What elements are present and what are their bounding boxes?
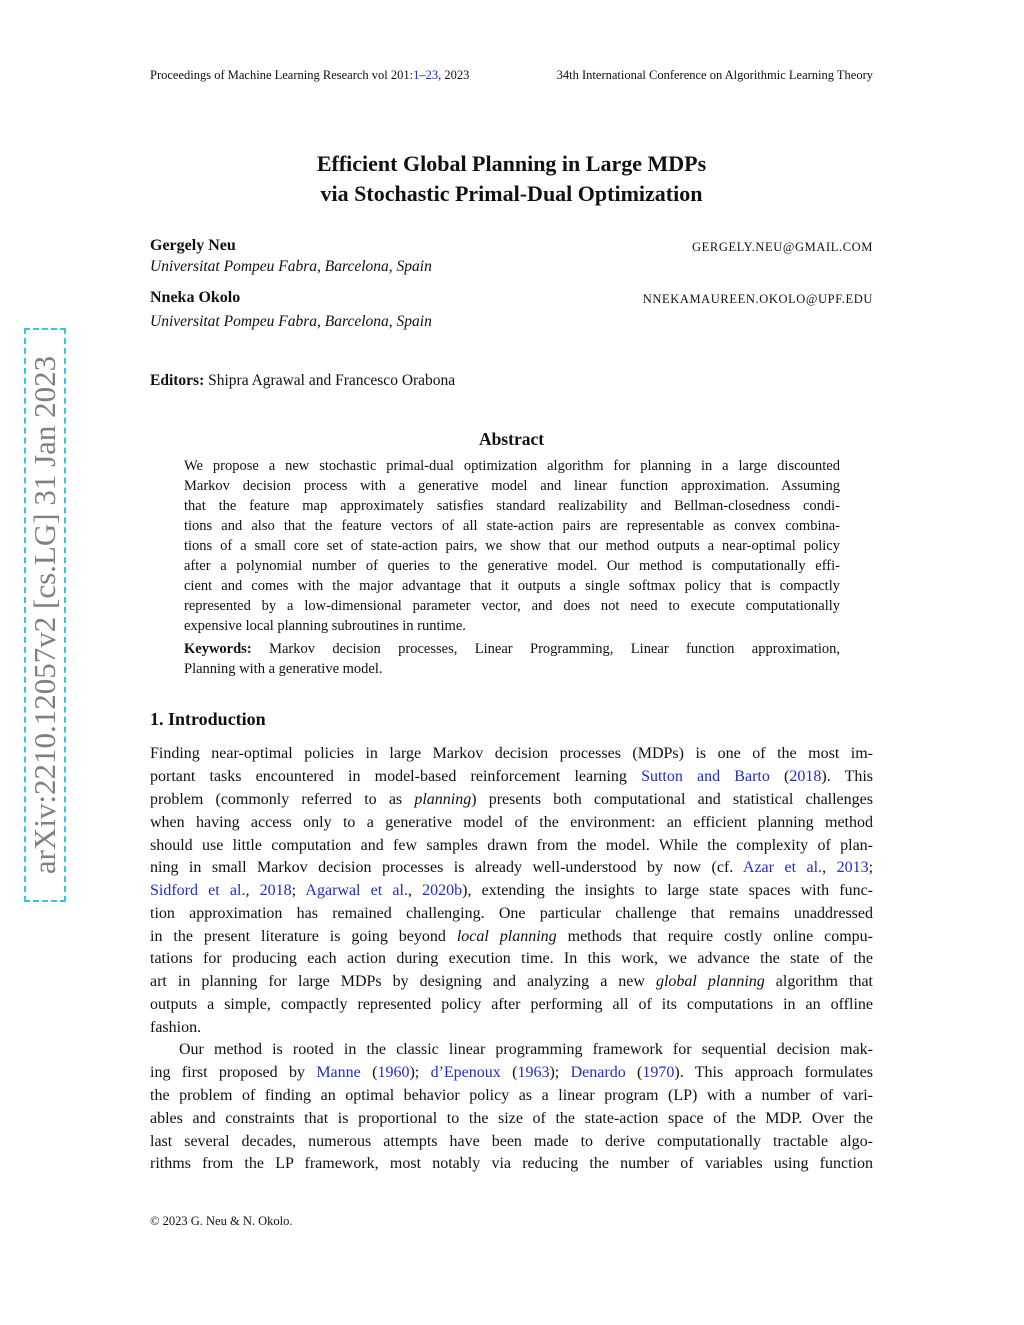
body-line: fashion. [150,1019,202,1036]
citation-link[interactable]: Sidford et al. [150,882,246,899]
body-line: outputs a simple, compactly represented policy after performing all of its computations in an offline [150,996,873,1013]
abstract-line: tions of a small core set of state-action pairs, we show that our method outputs a near-optimal policy [184,538,840,554]
citation-link[interactable]: 2020b [422,882,463,899]
citation-link[interactable]: Agarwal et al. [305,882,408,899]
body-line: the problem of finding an optimal behavior policy as a linear program (LP) with a number of vari- [150,1087,873,1104]
author-name: Gergely Neu [150,237,236,254]
citation-link[interactable]: Sutton and Barto [641,768,770,785]
body-line: art in planning for large MDPs by designing and analyzing a new global planning algorithm that [150,973,874,990]
author-affiliation: Universitat Pompeu Fabra, Barcelona, Spain [150,258,432,275]
abstract-line: represented by a low-dimensional parameter vector, and does not need to execute computationally [184,598,840,614]
body-line: should use little computation and few samples drawn from the model. While the complexity of plan- [150,837,873,854]
citation-link[interactable]: 2018 [789,768,822,785]
citation-link[interactable]: 2013 [836,859,869,876]
arxiv-stamp-box[interactable] [24,328,66,902]
copyright-footer: © 2023 G. Neu & N. Okolo. [150,1214,293,1228]
body-line: last several decades, numerous attempts have been made to derive computationally tractable algo- [150,1133,873,1150]
keywords-line: Planning with a generative model. [184,661,383,677]
section-heading: 1. Introduction [150,709,266,729]
citation-link[interactable]: 2018 [259,882,292,899]
body-line: tations for producing each action during execution time. In this work, we advance the state of the [150,950,873,967]
body-line: in the present literature is going beyond local planning methods that require costly online compu- [150,928,873,945]
body-line: rithms from the LP framework, most notably via reducing the number of variables using function [150,1155,873,1172]
running-head-left: Proceedings of Machine Learning Research vol 201:1–23, 2023 [150,68,470,82]
keywords-line: Keywords: Markov decision processes, Linear Programming, Linear function approximation, [184,641,840,657]
body-line: portant tasks encountered in model-based reinforcement learning Sutton and Barto (2018). This [150,768,874,785]
arxiv-stamp-text[interactable]: arXiv:2210.12057v2 [cs.LG] 31 Jan 2023 [27,355,62,875]
author-email: NNEKAMAUREEN.OKOLO@UPF.EDU [642,292,873,306]
body-line: ing first proposed by Manne (1960); d’Epenoux (1963); Denardo (1970). This approach formulates [150,1064,874,1081]
body-line: problem (commonly referred to as planning) presents both computational and statistical challenges [150,791,873,808]
page-end-link[interactable]: 23 [425,68,439,82]
citation-link[interactable]: Manne [316,1064,361,1081]
body-line: Finding near-optimal policies in large Markov decision processes (MDPs) is one of the most im- [150,745,873,762]
author-name: Nneka Okolo [150,289,241,306]
abstract-heading: Abstract [478,429,545,449]
abstract-line: that the feature map approximately satisfies standard realizability and Bellman-closedness condi- [184,498,840,514]
abstract-line: We propose a new stochastic primal-dual optimization algorithm for planning in a large discounted [184,458,840,474]
paper-title-line2: via Stochastic Primal-Dual Optimization [320,181,703,206]
citation-link[interactable]: 1960 [377,1064,410,1081]
author-email: GERGELY.NEU@GMAIL.COM [692,240,873,254]
author-affiliation: Universitat Pompeu Fabra, Barcelona, Spain [150,313,432,330]
body-line: Our method is rooted in the classic linear programming framework for sequential decision mak- [179,1041,873,1058]
body-line: tion approximation has remained challenging. One particular challenge that remains unaddressed [150,905,873,922]
abstract-line: expensive local planning subroutines in runtime. [184,618,466,634]
citation-link[interactable]: 1970 [642,1064,675,1081]
abstract-line: tions and also that the feature vectors of all state-action pairs are representable as convex combina- [184,518,840,534]
body-line: Sidford et al., 2018; Agarwal et al., 2020b), extending the insights to large state spaces with func- [150,882,874,899]
running-head-right: 34th International Conference on Algorithmic Learning Theory [556,68,873,82]
page-start-link[interactable]: 1 [413,68,420,82]
abstract-line: after a polynomial number of queries to the generative model. Our method is computationally effi- [184,558,840,574]
abstract-line: Markov decision process with a generative model and linear function approximation. Assuming [184,478,840,494]
citation-link[interactable]: Azar et al. [742,859,823,876]
body-line: when having access only to a generative model of the environment: an efficient planning method [150,814,873,831]
abstract-line: cient and comes with the major advantage that it outputs a single softmax policy that is compactly [184,578,840,594]
paper-title-line1: Efficient Global Planning in Large MDPs [316,151,707,176]
citation-link[interactable]: 1963 [517,1064,550,1081]
body-line: ables and constraints that is proportional to the size of the state-action space of the MDP. Over the [150,1110,873,1127]
citation-link[interactable]: d’Epenoux [430,1064,501,1081]
citation-link[interactable]: Denardo [570,1064,626,1081]
body-line: ning in small Markov decision processes is already well-understood by now (cf. Azar et al., 2013; [150,859,874,876]
editors-line: Editors: Shipra Agrawal and Francesco Orabona [150,372,456,389]
